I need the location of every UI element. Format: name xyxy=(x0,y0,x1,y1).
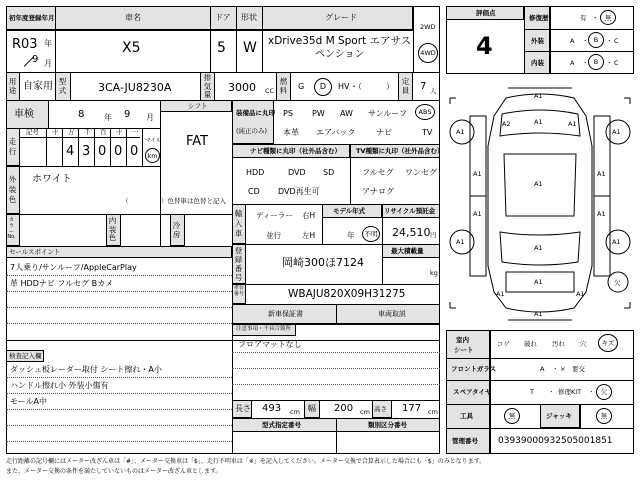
grade-value-line1: xDrive35d M Sport エアサス xyxy=(268,35,412,47)
width-header: 幅 xyxy=(308,404,316,413)
length-header: 長さ xyxy=(235,404,251,413)
footer-note-line2: また、メーター交換の条件を満たしていないものはメーター改ざん車とします。 xyxy=(6,468,222,475)
cold-header: 冷房 xyxy=(172,221,181,239)
shape-header: 形状 xyxy=(241,13,257,22)
month-unit: 月 xyxy=(44,59,52,68)
tools-none-circle: 無 xyxy=(504,408,520,424)
management-value: 0393900093250500185​1 xyxy=(498,436,613,446)
damage-label: A1 xyxy=(597,210,606,218)
damage-label: A2 xyxy=(502,120,511,128)
manual: 車両取説 xyxy=(378,310,406,318)
front-glass-header: フロントガラス xyxy=(451,365,497,373)
inspector-note-line: モールA中 xyxy=(10,397,47,406)
year-unit: 年 xyxy=(44,39,52,48)
new-car-warranty: 新車保証書 xyxy=(268,310,303,318)
drive-2wd: 2WD xyxy=(420,23,436,31)
mileage-digit: 4 xyxy=(66,144,75,159)
door-header: ドア xyxy=(215,13,231,22)
reg-year-header: 初年度登録年月 xyxy=(9,14,55,22)
inspector-notes-header: 検査記入欄 xyxy=(9,352,42,360)
color-value: ホワイト xyxy=(32,174,72,185)
score-header: 評価点 xyxy=(476,9,496,17)
damage-label: A1 xyxy=(612,128,621,136)
length-value: 493 xyxy=(262,403,282,414)
car-damage-diagram xyxy=(446,86,634,324)
capacity-header: 定員 xyxy=(401,77,410,95)
car-name-value: X5 xyxy=(122,40,141,56)
inspection-month: 9 xyxy=(124,109,131,120)
type-designation-header: 型式指定番号 xyxy=(262,421,301,429)
grade-value-line2: ペンション xyxy=(315,49,365,60)
diagram-circle-label: 欠 xyxy=(614,279,621,287)
mileage-digit: 3 xyxy=(82,144,91,159)
interior-seat-header: 室内 xyxy=(456,336,469,344)
damage-label: A1 xyxy=(456,238,465,246)
interior-grade-b-circle: B xyxy=(588,54,604,70)
recycle-value: 24,510 xyxy=(392,226,431,239)
cc-unit: CC xyxy=(265,87,275,95)
model-header: 型式 xyxy=(58,77,67,95)
spare-tire-header: スペアタイヤ xyxy=(453,388,492,396)
category-header: 類別区分番号 xyxy=(368,421,407,429)
damage-label: A1 xyxy=(597,170,606,178)
jack-header: ジャッキ xyxy=(546,412,572,420)
drive-4wd-circle: 4WD xyxy=(418,43,438,63)
notes-value: フロアマットなし xyxy=(238,340,302,349)
mileage-digit: 0 xyxy=(98,144,107,159)
damage-label: A1 xyxy=(576,290,585,298)
damage-label: A1 xyxy=(534,180,543,188)
score-value: 4 xyxy=(476,32,493,60)
damage-label: A1 xyxy=(456,128,465,136)
displacement-header: 排気量 xyxy=(203,73,212,100)
capacity-value: 7 xyxy=(420,81,427,92)
exterior-grade-header: 外装 xyxy=(531,37,544,45)
height-value: 177 xyxy=(402,403,422,414)
purpose-header: 用途 xyxy=(8,77,17,95)
purpose-value: 自家用 xyxy=(23,81,53,92)
interior-color-header: 内装色 xyxy=(108,216,117,243)
import-header: 輸 xyxy=(234,209,243,218)
damage-label: A1 xyxy=(496,290,505,298)
fuel-header: 燃料 xyxy=(279,77,288,95)
tv-header: TV種類に丸印（社外品含む） xyxy=(356,147,444,155)
footer-note-line1: 走行距離の記号欄にはメーター改ざん車は「#」、メーター交換車は「$」、走行不明車は「※」を記入してください。メーター交換で合算表示した場合にも「$」のみとなります。 xyxy=(6,458,486,465)
inspector-note-line: ハンドル擦れ小 外装小傷有 xyxy=(10,381,109,390)
sales-point-line: 7人乗り/サンルーフ/AppleCarPlay xyxy=(10,263,137,272)
fuel-paren: ・（ ） xyxy=(350,82,394,91)
model-year-unknown-circle: 不明 xyxy=(362,226,380,242)
navi-header: ナビ種類に丸印（社外品含む） xyxy=(250,147,341,155)
color-number-header: カラーNo. xyxy=(7,217,16,241)
interior-seat-scratch-circle: キズ xyxy=(598,334,618,352)
mileage-header: 走 xyxy=(8,137,17,146)
spare-tire-missing-circle: 欠 xyxy=(596,384,612,400)
height-header: 高さ xyxy=(374,405,387,413)
reg-month-value: 9 xyxy=(32,54,39,65)
sales-point-line: 革 HDDナビ フルセグ Bカメ xyxy=(10,279,114,288)
vin-header: 車台 番号 xyxy=(234,285,245,297)
damage-label: A1 xyxy=(473,170,482,178)
person-unit: 人 xyxy=(430,87,437,95)
tools-header: 工具 xyxy=(460,412,473,420)
inspection-year: 8 xyxy=(78,109,85,120)
exterior-grade-b-circle: B xyxy=(588,32,604,48)
mileage-digit: 0 xyxy=(130,144,139,159)
damage-label: A1 xyxy=(534,310,543,318)
shift-header: シフト xyxy=(188,102,208,110)
grade-header: グレード xyxy=(325,13,357,22)
plate-value: 岡崎300ほ7124 xyxy=(282,256,364,269)
inspector-note-line: ダッシュ板レーダー取付 シート擦れ・A小 xyxy=(10,365,162,374)
model-value: 3CA-JU8230A xyxy=(98,81,172,94)
fuel-hv: HV xyxy=(338,82,350,91)
damage-label: A1 xyxy=(473,210,482,218)
damage-label: A1 xyxy=(568,120,577,128)
condition-header: 修復歴 xyxy=(529,14,549,22)
equipment-abs-circle: ABS xyxy=(415,104,435,120)
width-value: 200 xyxy=(334,403,354,414)
unit-mile: マイル xyxy=(145,138,162,144)
damage-label: A1 xyxy=(534,244,543,252)
shape-value: W xyxy=(243,40,257,56)
displacement-value: 3000 xyxy=(228,81,256,94)
inspection-header: 車検 xyxy=(14,109,34,120)
door-value: 5 xyxy=(217,40,226,56)
fuel-g: G xyxy=(298,82,305,91)
interior-grade-header: 内装 xyxy=(531,59,544,67)
shift-value: FAT xyxy=(186,134,209,149)
condition-no-circle: 無 xyxy=(600,10,616,25)
sales-points-header: セールスポイント xyxy=(9,248,61,256)
equipment-airbag: エアバック xyxy=(316,128,356,137)
notes-header: 注意事項・不具合箇所 xyxy=(236,326,292,332)
exterior-header: 外 xyxy=(8,175,17,184)
equipment-header: 装備品に丸印 xyxy=(236,109,275,117)
model-year-header: モデル年式 xyxy=(333,207,366,215)
color-note: （ ）色替車は色替と記入 xyxy=(122,197,226,205)
plate-header: 登 xyxy=(234,246,243,255)
management-header: 管理番号 xyxy=(452,437,478,445)
damage-label: A1 xyxy=(612,238,621,246)
reg-year-value: R03 xyxy=(12,37,38,52)
mileage-digit: 0 xyxy=(114,144,123,159)
recycle-header: リサイクル預託金 xyxy=(384,207,436,215)
vin-value: WBAJU820X09H31275 xyxy=(288,288,406,300)
damage-label: A1 xyxy=(534,92,543,100)
fuel-d-circle: D xyxy=(314,78,332,96)
unit-km-circle: km xyxy=(145,148,160,163)
max-load-header: 最大積載量 xyxy=(391,247,424,255)
damage-label: A1 xyxy=(534,118,543,126)
jack-none-circle: 無 xyxy=(596,408,612,424)
damage-label: A1 xyxy=(534,278,543,286)
car-name-header: 車名 xyxy=(125,13,141,22)
